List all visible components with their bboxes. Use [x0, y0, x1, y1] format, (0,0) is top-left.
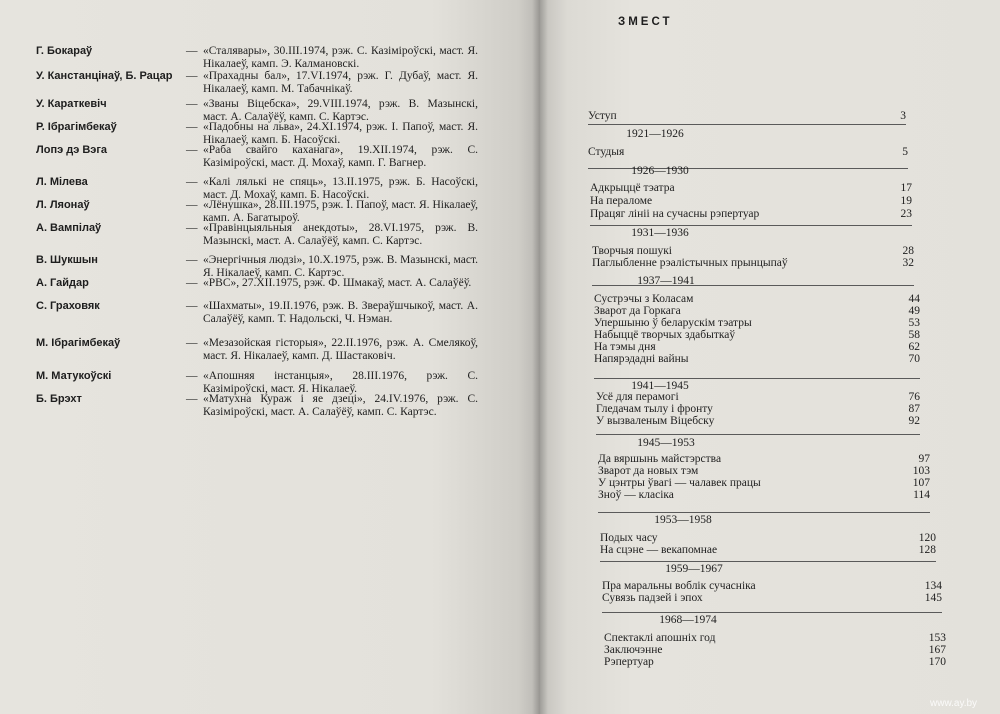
section-divider: [602, 612, 942, 613]
repertoire-description: «РВС», 27.XII.1975, рэж. Ф. Шмакаў, маст. А. Салаўёў.: [203, 277, 472, 289]
toc-entry-title: Усё для перамогі: [596, 391, 679, 403]
dash-separator: —: [186, 300, 198, 312]
toc-page-number: 28: [902, 245, 914, 257]
repertoire-description: «Прахадны бал», 17.VI.1974, рэж. Г. Дубаў, маст. Я. Нікалаеў, камп. М. Табачнікаў.: [203, 70, 478, 95]
toc-entry[interactable]: [602, 592, 942, 605]
toc-entry-title: Подых часу: [600, 532, 658, 544]
dash-separator: —: [186, 176, 198, 188]
repertoire-description: «Званы Віцебска», 29.VIII.1974, рэж. В. Мазынскі, маст. А. Салаўёў, камп. С. Картэс.: [203, 98, 478, 123]
repertoire-author: Р. Ібрагімбекаў: [36, 121, 117, 133]
toc-entry-title: Сувязь падзей і эпох: [602, 592, 703, 604]
repertoire-author: М. Ібрагімбекаў: [36, 337, 121, 349]
dash-separator: —: [186, 393, 198, 405]
toc-page-number: 76: [908, 391, 920, 403]
toc-page-number: 97: [918, 453, 930, 465]
toc-entry[interactable]: [590, 195, 912, 208]
toc-entry-title: Сустрэчы з Коласам: [594, 293, 694, 305]
toc-entry[interactable]: [588, 146, 908, 159]
section-divider: [596, 434, 920, 435]
toc-entry[interactable]: [594, 353, 920, 366]
repertoire-author: А. Гайдар: [36, 277, 89, 289]
toc-page-number: 3: [900, 110, 906, 122]
section-divider: [594, 378, 920, 379]
toc-entry-title: Заключэнне: [604, 644, 663, 656]
repertoire-description: «Шахматы», 19.II.1976, рэж. В. Звераўшчыкоў, маст. А. Салаўёў, камп. Т. Надольскі, Ч. Нэман.: [203, 300, 478, 325]
toc-entry-title: Рэпертуар: [604, 656, 654, 668]
toc-entry[interactable]: [598, 489, 930, 502]
section-divider: [588, 124, 906, 125]
section-divider: [600, 561, 936, 562]
toc-page-number: 134: [924, 580, 942, 592]
dash-separator: —: [186, 144, 198, 156]
toc-page-number: 128: [918, 544, 936, 556]
repertoire-author: Лопэ дэ Вэга: [36, 144, 108, 156]
toc-page-number: 153: [928, 632, 946, 644]
toc-title: ЗМЕСТ: [618, 16, 673, 28]
repertoire-author: Б. Брэхт: [36, 393, 82, 405]
toc-period-heading: 1926—1930: [631, 165, 689, 177]
toc-page-number: 44: [908, 293, 920, 305]
dash-separator: —: [186, 70, 198, 82]
toc-page-number: 103: [912, 465, 930, 477]
toc-entry-title: Працяг лініі на сучасны рэпертуар: [590, 208, 760, 220]
dash-separator: —: [186, 199, 198, 211]
toc-period-heading: 1959—1967: [665, 563, 723, 575]
watermark: www.ay.by: [930, 698, 978, 709]
repertoire-description: «Калі лялькі не спяць», 13.II.1975, рэж. Б. Насоўскі, маст. Д. Мохаў, камп. Б. Насоўскі.: [203, 176, 478, 201]
dash-separator: —: [186, 222, 198, 234]
book-gutter: [532, 0, 548, 714]
toc-page-number: 62: [908, 341, 920, 353]
toc-entry-title: Паглыбленне рэалістычных прынцыпаў: [592, 257, 788, 269]
toc-entry-title: Адкрыццё тэатра: [590, 182, 675, 194]
toc-page-number: 170: [928, 656, 946, 668]
toc-entry-title: Упершыню ў беларускім тэатры: [594, 317, 752, 329]
dash-separator: —: [186, 277, 198, 289]
toc-period-heading: 1937—1941: [637, 275, 695, 287]
toc-entry[interactable]: [588, 110, 906, 123]
toc-page-number: 120: [918, 532, 936, 544]
toc-period-heading: 1931—1936: [631, 227, 689, 239]
toc-page-number: 70: [908, 353, 920, 365]
toc-page-number: 17: [900, 182, 912, 194]
toc-page-number: 58: [908, 329, 920, 341]
repertoire-description: «Лёнушка», 28.III.1975, рэж. І. Папоў, маст. Я. Нікалаеў, камп. А. Багатыроў.: [203, 199, 478, 224]
repertoire-description: «Матухна Кураж і яе дзеці», 24.IV.1976, рэж. С. Казіміроўскі, маст. А. Салаўёў, камп. С. Картэс.: [203, 393, 478, 418]
section-divider: [590, 225, 912, 226]
repertoire-description: «Мезазойская гісторыя», 22.II.1976, рэж. А. Смелякоў, маст. Я. Нікалаеў, камп. Д. Шастаковіч.: [203, 337, 478, 362]
toc-page-number: 19: [900, 195, 912, 207]
toc-page-number: 145: [924, 592, 942, 604]
dash-separator: —: [186, 370, 198, 382]
dash-separator: —: [186, 254, 198, 266]
toc-entry-title: Набыццё творчых здабыткаў: [594, 329, 736, 341]
toc-page-number: 114: [913, 489, 930, 501]
toc-entry[interactable]: [596, 415, 920, 428]
repertoire-author: Г. Бокараў: [36, 45, 93, 57]
repertoire-description: «Энергічныя людзі», 10.X.1975, рэж. В. Мазынскі, маст. Я. Нікалаеў, камп. С. Картэс.: [203, 254, 478, 279]
toc-entry-title: На тэмы дня: [594, 341, 656, 353]
toc-entry-title: На сцэне — векапомнае: [600, 544, 718, 556]
dash-separator: —: [186, 121, 198, 133]
toc-entry[interactable]: [590, 182, 912, 195]
toc-entry-title: У цэнтры ўвагі — чалавек працы: [598, 477, 761, 489]
toc-entry[interactable]: [600, 544, 936, 557]
toc-entry-title: Напярэдадні вайны: [594, 353, 689, 365]
toc-entry-title: Студыя: [588, 146, 625, 158]
toc-period-heading: 1945—1953: [637, 437, 695, 449]
repertoire-author: В. Шукшын: [36, 254, 98, 266]
toc-page-number: 5: [902, 146, 908, 158]
dash-separator: —: [186, 45, 198, 57]
toc-entry-title: На пераломе: [590, 195, 653, 207]
toc-page-number: 107: [912, 477, 930, 489]
toc-entry-title: У вызваленым Віцебску: [596, 415, 715, 427]
toc-entry[interactable]: [604, 656, 946, 669]
repertoire-author: А. Вампілаў: [36, 222, 102, 234]
toc-period-heading: 1968—1974: [659, 614, 717, 626]
toc-page-number: 87: [908, 403, 920, 415]
dash-separator: —: [186, 337, 198, 349]
toc-entry-title: Да вяршынь майстэрства: [598, 453, 722, 465]
toc-page-number: 49: [908, 305, 920, 317]
toc-page-number: 167: [928, 644, 946, 656]
repertoire-description: «Сталявары», 30.III.1974, рэж. С. Казіміроўскі, маст. Я. Нікалаеў, камп. Э. Калмановскі.: [203, 45, 478, 70]
toc-entry-title: Спектаклі апошніх год: [604, 632, 716, 644]
toc-page-number: 23: [900, 208, 912, 220]
repertoire-description: «Правінцыяльныя анекдоты», 28.VI.1975, рэж. В. Мазынскі, маст. А. Салаўёў, камп. С. Картэс.: [203, 222, 478, 247]
toc-entry-title: Зварот да Горкага: [594, 305, 681, 317]
toc-page-number: 92: [908, 415, 920, 427]
repertoire-description: «Падобны на льва», 24.XI.1974, рэж. І. Папоў, маст. Я. Нікалаеў, камп. Б. Насоўскі.: [203, 121, 478, 146]
repertoire-author: Л. Мілева: [36, 176, 88, 188]
repertoire-author: У. Канстанцінаў, Б. Рацар: [36, 70, 173, 82]
toc-page-number: 53: [908, 317, 920, 329]
dash-separator: —: [186, 98, 198, 110]
toc-period-heading: 1941—1945: [631, 380, 689, 392]
repertoire-author: Л. Ляонаў: [36, 199, 90, 211]
toc-page-number: 32: [902, 257, 914, 269]
repertoire-author: С. Граховяк: [36, 300, 100, 312]
repertoire-description: «Апошняя інстанцыя», 28.III.1976, рэж. С. Казіміроўскі, маст. Я. Нікалаеў.: [203, 370, 478, 395]
toc-entry-title: Гледачам тылу і фронту: [596, 403, 713, 415]
toc-entry[interactable]: [592, 257, 914, 270]
toc-entry[interactable]: [590, 208, 912, 221]
toc-period-heading: 1921—1926: [626, 128, 684, 140]
section-divider: [598, 512, 930, 513]
toc-entry-title: Зноў — класіка: [598, 489, 674, 501]
toc-entry-title: Зварот да новых тэм: [598, 465, 699, 477]
toc-entry-title: Пра маральны воблік сучасніка: [602, 580, 756, 592]
repertoire-author: М. Матукоўскі: [36, 370, 112, 382]
toc-period-heading: 1953—1958: [654, 514, 712, 526]
repertoire-author: У. Караткевіч: [36, 98, 107, 110]
repertoire-description: «Раба свайго каханага», 19.XII.1974, рэж. С. Казіміроўскі, маст. Д. Мохаў, камп. Г. Вагнер.: [203, 144, 478, 169]
toc-entry-title: Творчыя пошукі: [592, 245, 672, 257]
toc-entry-title: Уступ: [588, 110, 617, 122]
